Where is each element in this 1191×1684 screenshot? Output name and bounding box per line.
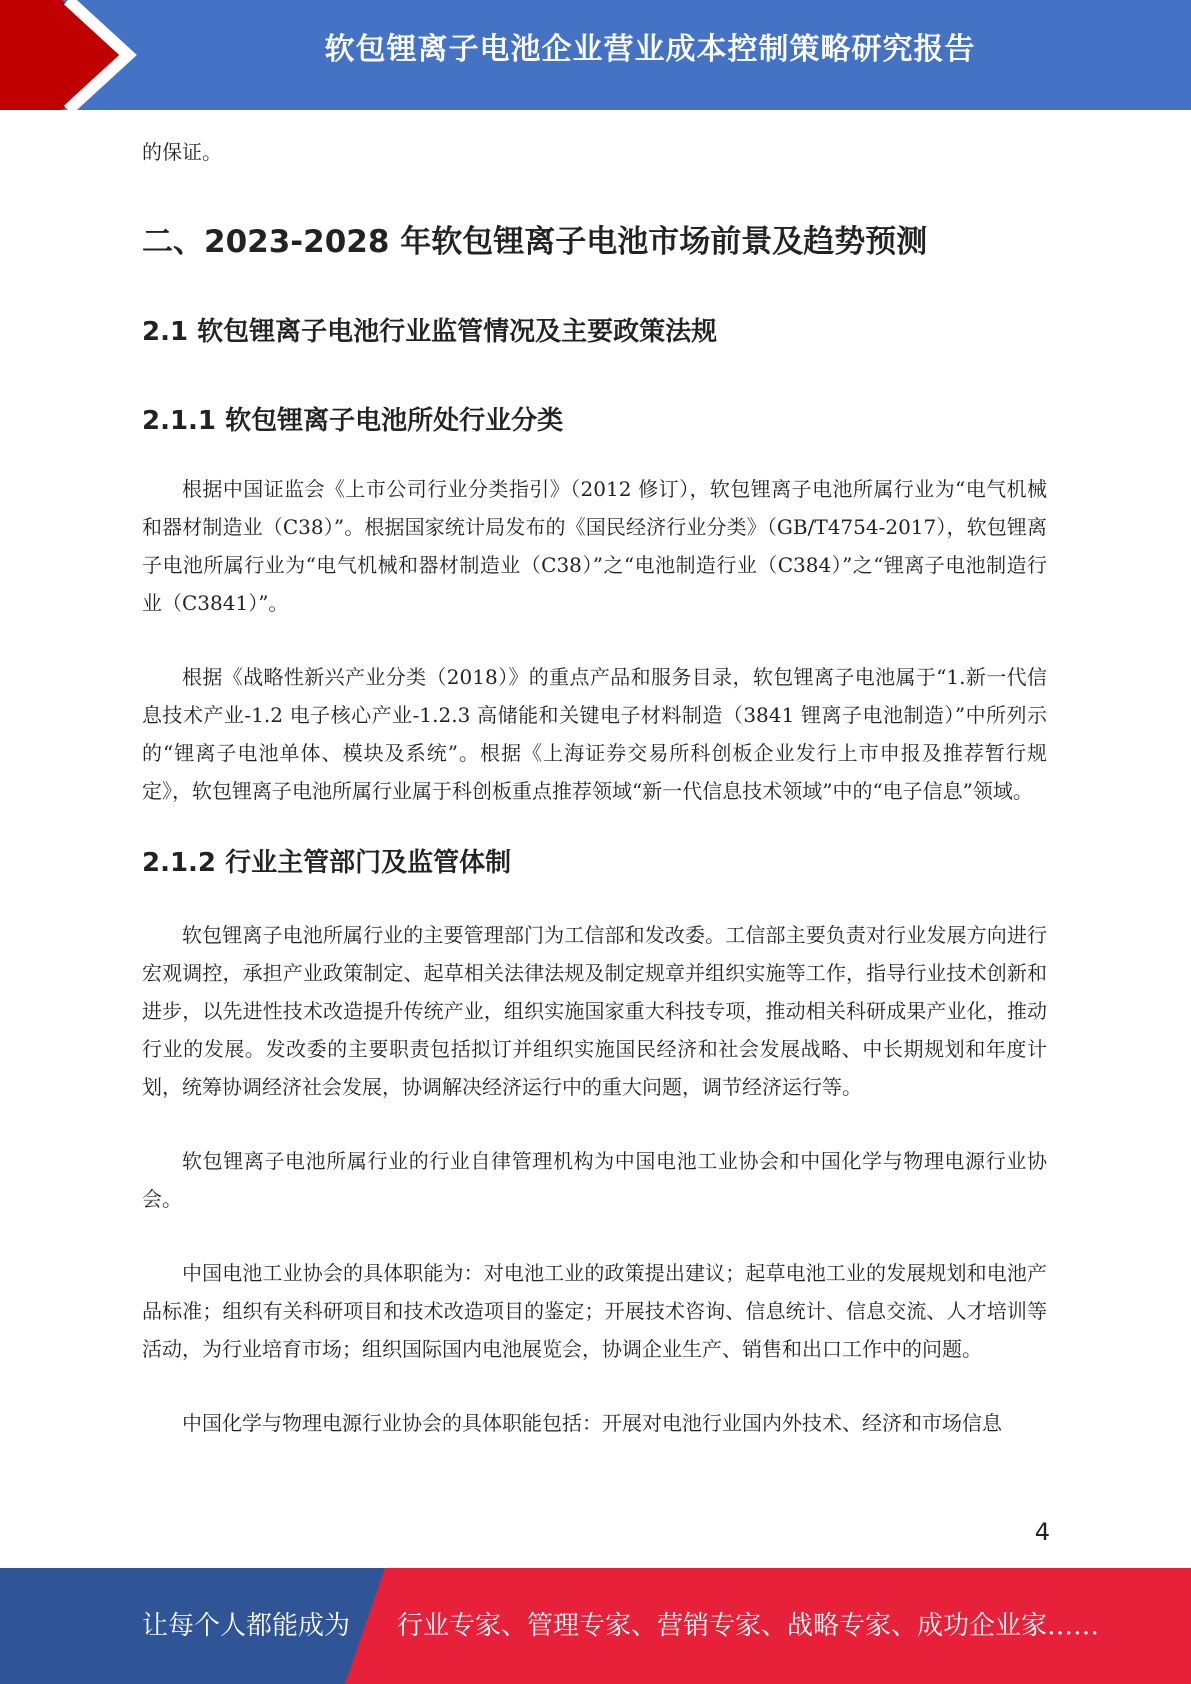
document-body (142, 130, 1047, 1442)
footer-bar (0, 1568, 1191, 1684)
page-number: 4 (1034, 1518, 1050, 1546)
footer-slogan-right: 行业专家、管理专家、营销专家、战略专家、成功企业家…… (397, 1611, 1100, 1641)
paragraph: 根据中国证监会《上市公司行业分类指引》（2012 修订），软包锂离子电池所属行业为“电气机械和器材制造业（C38）”。根据国家统计局发布的《国民经济行业分类》（GB/T4754-2017），软包锂离子电池所属行业为“电气机械和器材制造业（C38）”之“电池制造行业（C384）”之“锂离子电池制造行业（C3841）”。 (142, 477, 1047, 615)
subsection-heading: 2.1.1 软包锂离子电池所处行业分类 (142, 406, 564, 436)
report-title: 软包锂离子电池企业营业成本控制策略研究报告 (324, 32, 976, 67)
subsection-heading: 2.1 软包锂离子电池行业监管情况及主要政策法规 (142, 317, 718, 347)
paragraph: 软包锂离子电池所属行业的主要管理部门为工信部和发改委。工信部主要负责对行业发展方向进行宏观调控，承担产业政策制定、起草相关法律法规及制定规章并组织实施等工作，指导行业技术创新和进步，以先进性技术改造提升传统产业，组织实施国家重大科技专项，推动相关科研成果产业化，推动行业的发展。发改委的主要职责包括拟订并组织实施国民经济和社会发展战略、中长期规划和年度计划，统筹协调经济社会发展，协调解决经济运行中的重大问题，调节经济运行等。 (142, 923, 1047, 1099)
section-heading: 二、2023-2028 年软包锂离子电池市场前景及趋势预测 (142, 224, 928, 260)
paragraph: 中国电池工业协会的具体职能为：对电池工业的政策提出建议；起草电池工业的发展规划和电池产品标准；组织有关科研项目和技术改造项目的鉴定；开展技术咨询、信息统计、信息交流、人才培训等活动，为行业培育市场；组织国际国内电池展览会，协调企业生产、销售和出口工作中的问题。 (142, 1261, 1047, 1361)
paragraph: 中国化学与物理电源行业协会的具体职能包括：开展对电池行业国内外技术、经济和市场信息 (182, 1411, 1002, 1435)
footer-slogan-left: 让每个人都能成为 (142, 1611, 351, 1641)
header-bar (0, 0, 1191, 110)
paragraph: 的保证。 (142, 140, 222, 164)
paragraph: 根据《战略性新兴产业分类（2018）》的重点产品和服务目录，软包锂离子电池属于“1.新一代信息技术产业-1.2 电子核心产业-1.2.3 高储能和关键电子材料制造（3841 锂离子电池制造）”中所列示的“锂离子电池单体、模块及系统”。根据《上海证券交易所科创板企业发行上市申报及推荐暂行规定》，软包锂离子电池所属行业属于科创板重点推荐领域“新一代信息技术领域”中的“电子信息”领域。 (142, 665, 1047, 803)
chevron-icon (0, 0, 150, 110)
subsection-heading: 2.1.2 行业主管部门及监管体制 (142, 848, 512, 878)
paragraph: 软包锂离子电池所属行业的行业自律管理机构为中国电池工业协会和中国化学与物理电源行业协会。 (142, 1149, 1047, 1211)
